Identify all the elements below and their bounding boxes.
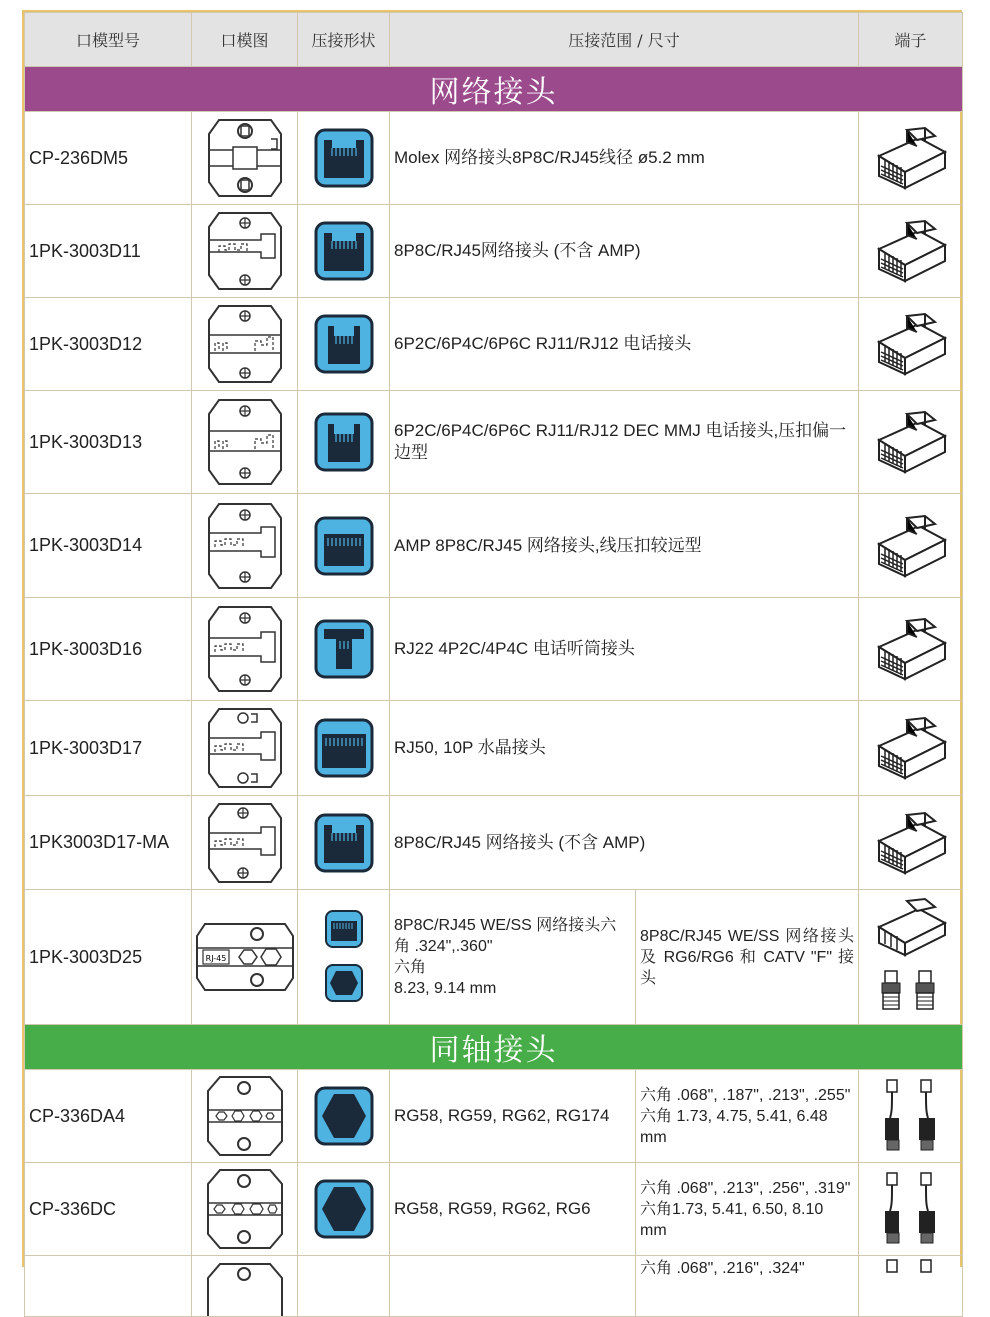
crimp-profile-icon	[298, 205, 390, 298]
crimp-die-table	[24, 12, 963, 1317]
model-cell: CP-336DC	[25, 1163, 192, 1256]
size-line: 六角 1.73, 4.75, 5.41, 6.48 mm	[640, 1107, 828, 1146]
model-cell: 1PK-3003D12	[25, 298, 192, 391]
terminal-group	[859, 890, 963, 1025]
model-cell: CP-236DM5	[25, 112, 192, 205]
description-cell: 6P2C/6P4C/6P6C RJ11/RJ12 电话接头	[390, 298, 859, 391]
die-diagram-icon	[192, 391, 298, 494]
size-line: 六角 .068", .213", .256", .319"	[640, 1179, 851, 1197]
rj45-plug-icon	[859, 701, 963, 796]
table-header-row	[25, 13, 963, 67]
rj45-plug-icon	[859, 298, 963, 391]
header-model: 口模型号	[25, 13, 192, 67]
model-cell: 1PK-3003D17	[25, 701, 192, 796]
model-cell: 1PK3003D17-MA	[25, 796, 192, 890]
die-diagram-icon	[192, 701, 298, 796]
description-cell: 8P8C/RJ45 WE/SS 网络接头及 RG6/RG6 和 CATV "F" 接头	[636, 890, 859, 1025]
table-row	[25, 890, 963, 1025]
size-cell	[636, 1256, 859, 1317]
description-line: 8.23, 9.14 mm	[394, 980, 497, 997]
header-diagram: 口模图	[192, 13, 298, 67]
bnc-connector-icon	[859, 1070, 963, 1163]
description-cell: RJ22 4P2C/4P4C 电话听筒接头	[390, 598, 859, 701]
die-diagram-icon	[192, 1256, 298, 1317]
section-network-row	[25, 67, 963, 112]
description-line: 8P8C/RJ45 WE/SS 网络接头六角 .324",.360"	[394, 917, 617, 955]
description-cell: 6P2C/6P4C/6P6C RJ11/RJ12 DEC MMJ 电话接头,压扣偏一边型	[390, 391, 859, 494]
bnc-connector-icon	[859, 1256, 963, 1317]
crimp-profile-icon	[298, 391, 390, 494]
rj45-plug-icon	[859, 598, 963, 701]
table-row	[25, 494, 963, 598]
rj45-plug-icon	[859, 112, 963, 205]
table-row	[25, 298, 963, 391]
rj45-and-f-connector-icon	[873, 897, 949, 1017]
description-cell	[390, 890, 636, 1025]
table-row	[25, 701, 963, 796]
description-cell: 8P8C/RJ45网络接头 (不含 AMP)	[390, 205, 859, 298]
crimp-profile-icon	[298, 598, 390, 701]
crimp-profile-icon	[298, 494, 390, 598]
table-row	[25, 1256, 963, 1317]
table-row	[25, 1070, 963, 1163]
die-diagram-icon	[192, 112, 298, 205]
die-diagram-icon	[192, 205, 298, 298]
table-row	[25, 1163, 963, 1256]
table-row	[25, 112, 963, 205]
die-diagram-icon	[192, 598, 298, 701]
size-line: 六角 .068", .187", .213", .255"	[640, 1086, 851, 1104]
size-cell	[636, 1070, 859, 1163]
crimp-profile-icon	[298, 701, 390, 796]
bnc-connector-icon	[859, 1163, 963, 1256]
die-diagram-icon	[192, 494, 298, 598]
section-coax-title: 同轴接头	[25, 1025, 963, 1070]
model-cell	[25, 1256, 192, 1317]
description-cell: RG58, RG59, RG62, RG174	[390, 1070, 636, 1163]
description-cell: AMP 8P8C/RJ45 网络接头,线压扣较远型	[390, 494, 859, 598]
die-label: RJ-45	[205, 954, 226, 963]
table-row	[25, 598, 963, 701]
die-diagram-icon	[192, 298, 298, 391]
table-row	[25, 205, 963, 298]
rj45-plug-icon	[859, 494, 963, 598]
section-coax-row	[25, 1025, 963, 1070]
die-diagram-icon	[192, 1070, 298, 1163]
model-cell: 1PK-3003D14	[25, 494, 192, 598]
description-cell: RJ50, 10P 水晶接头	[390, 701, 859, 796]
model-cell: 1PK-3003D16	[25, 598, 192, 701]
model-cell: 1PK-3003D13	[25, 391, 192, 494]
crimp-profile-icon	[298, 112, 390, 205]
header-shape: 压接形状	[298, 13, 390, 67]
description-line: 六角	[394, 959, 427, 976]
size-cell	[636, 1163, 859, 1256]
crimp-profile-icon	[298, 1256, 390, 1317]
size-line: 六角 .068", .216", .324"	[640, 1260, 805, 1277]
die-diagram-icon	[192, 796, 298, 890]
crimp-profile-icon	[298, 796, 390, 890]
description-cell	[390, 1256, 636, 1317]
description-cell: Molex 网络接头8P8C/RJ45线径 ø5.2 mm	[390, 112, 859, 205]
crimp-profile-icon	[298, 298, 390, 391]
table-row	[25, 796, 963, 890]
model-cell: 1PK-3003D25	[25, 890, 192, 1025]
rj45-plug-icon	[859, 205, 963, 298]
model-cell: 1PK-3003D11	[25, 205, 192, 298]
table-row	[25, 391, 963, 494]
crimp-profile-icon	[322, 907, 366, 1007]
crimp-profile-group	[298, 890, 390, 1025]
rj45-plug-icon	[859, 391, 963, 494]
description-cell: RG58, RG59, RG62, RG6	[390, 1163, 636, 1256]
description-cell: 8P8C/RJ45 网络接头 (不含 AMP)	[390, 796, 859, 890]
model-cell: CP-336DA4	[25, 1070, 192, 1163]
die-diagram-icon	[192, 890, 298, 1025]
crimp-profile-icon	[298, 1070, 390, 1163]
header-terminal: 端子	[859, 13, 963, 67]
die-diagram-icon	[192, 1163, 298, 1256]
size-line: 六角1.73, 5.41, 6.50, 8.10 mm	[640, 1200, 824, 1239]
section-network-title: 网络接头	[25, 67, 963, 112]
crimp-profile-icon	[298, 1163, 390, 1256]
rj45-plug-icon	[859, 796, 963, 890]
header-range: 压接范围 / 尺寸	[390, 13, 859, 67]
